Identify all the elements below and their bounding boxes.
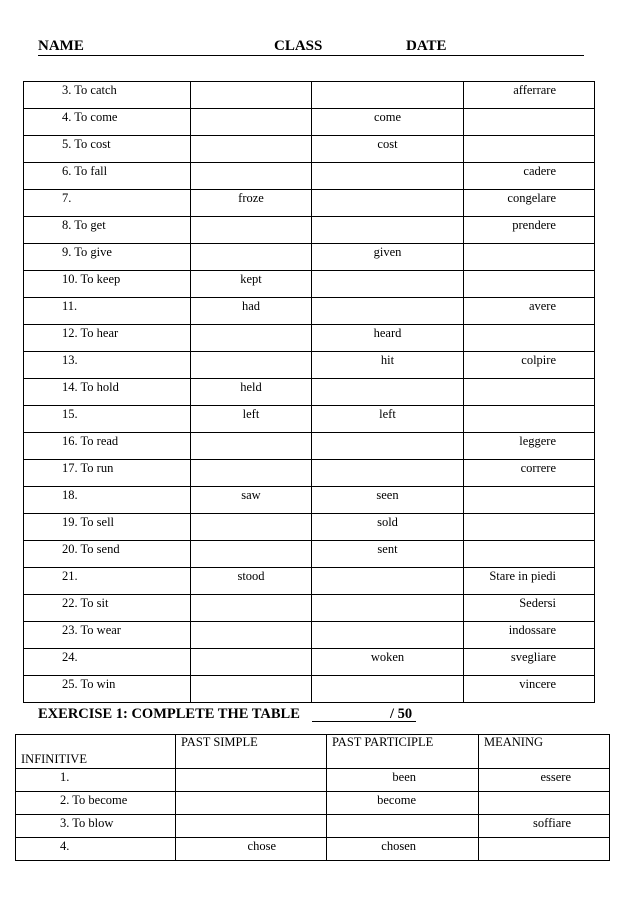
past-participle-cell[interactable]: heard <box>312 325 464 352</box>
infinitive-cell[interactable]: 1. <box>16 769 176 792</box>
past-simple-cell[interactable]: chose <box>176 838 327 861</box>
past-participle-cell[interactable]: hit <box>312 352 464 379</box>
past-participle-cell[interactable]: cost <box>312 136 464 163</box>
past-simple-cell[interactable] <box>191 352 312 379</box>
past-simple-cell[interactable] <box>191 595 312 622</box>
past-simple-cell[interactable] <box>191 676 312 703</box>
infinitive-cell[interactable]: 6. To fall <box>24 163 191 190</box>
table-row <box>24 649 595 676</box>
table-row <box>24 163 595 190</box>
table-row <box>24 676 595 703</box>
past-simple-cell[interactable]: held <box>191 379 312 406</box>
past-simple-cell[interactable]: froze <box>191 190 312 217</box>
infinitive-cell[interactable]: 9. To give <box>24 244 191 271</box>
table-row <box>24 514 595 541</box>
meaning-cell[interactable] <box>464 406 595 433</box>
name-line[interactable] <box>38 55 274 56</box>
table-row <box>24 190 595 217</box>
infinitive-cell[interactable]: 2. To become <box>16 792 176 815</box>
table-row <box>24 379 595 406</box>
infinitive-cell[interactable]: 19. To sell <box>24 514 191 541</box>
infinitive-cell[interactable]: 17. To run <box>24 460 191 487</box>
table-row <box>24 82 595 109</box>
past-participle-cell[interactable] <box>312 379 464 406</box>
table-header-row <box>16 735 610 769</box>
past-participle-cell[interactable] <box>312 568 464 595</box>
meaning-cell[interactable]: cadere <box>464 163 595 190</box>
infinitive-cell[interactable]: 25. To win <box>24 676 191 703</box>
past-simple-cell[interactable]: saw <box>191 487 312 514</box>
meaning-cell[interactable]: colpire <box>464 352 595 379</box>
past-participle-cell[interactable]: been <box>327 769 479 792</box>
infinitive-cell[interactable]: 15. <box>24 406 191 433</box>
exercise-score: / 50 <box>390 706 413 722</box>
meaning-cell[interactable] <box>464 109 595 136</box>
past-participle-cell[interactable]: sold <box>312 514 464 541</box>
table-row <box>24 568 595 595</box>
infinitive-cell[interactable]: 20. To send <box>24 541 191 568</box>
past-participle-cell[interactable] <box>312 163 464 190</box>
infinitive-cell[interactable]: 22. To sit <box>24 595 191 622</box>
past-simple-cell[interactable] <box>191 514 312 541</box>
table-row <box>24 622 595 649</box>
past-participle-cell[interactable]: become <box>327 792 479 815</box>
table-row <box>16 792 610 815</box>
past-participle-cell[interactable]: come <box>312 109 464 136</box>
past-participle-cell[interactable] <box>312 190 464 217</box>
verb-table-exercise <box>15 734 610 861</box>
infinitive-cell[interactable]: 4. To come <box>24 109 191 136</box>
meaning-cell[interactable]: Sedersi <box>464 595 595 622</box>
past-simple-cell[interactable] <box>176 792 327 815</box>
infinitive-cell[interactable]: 12. To hear <box>24 325 191 352</box>
meaning-cell[interactable]: indossare <box>464 622 595 649</box>
table-row <box>24 433 595 460</box>
table-row <box>24 244 595 271</box>
table-row <box>24 298 595 325</box>
table-row <box>24 109 595 136</box>
infinitive-cell[interactable]: 14. To hold <box>24 379 191 406</box>
past-participle-cell[interactable] <box>327 815 479 838</box>
meaning-cell[interactable] <box>464 379 595 406</box>
past-simple-cell[interactable] <box>191 541 312 568</box>
past-simple-cell[interactable] <box>191 460 312 487</box>
header-past-simple: PAST SIMPLE <box>176 735 327 769</box>
past-participle-cell[interactable] <box>312 433 464 460</box>
infinitive-cell[interactable]: 3. To blow <box>16 815 176 838</box>
infinitive-cell[interactable]: 18. <box>24 487 191 514</box>
meaning-cell[interactable]: prendere <box>464 217 595 244</box>
meaning-cell[interactable] <box>479 792 610 815</box>
meaning-cell[interactable] <box>464 271 595 298</box>
infinitive-cell[interactable]: 4. <box>16 838 176 861</box>
past-simple-cell[interactable]: stood <box>191 568 312 595</box>
meaning-cell[interactable]: svegliare <box>464 649 595 676</box>
past-participle-cell[interactable] <box>312 82 464 109</box>
meaning-cell[interactable] <box>479 838 610 861</box>
past-participle-cell[interactable]: sent <box>312 541 464 568</box>
past-simple-cell[interactable] <box>191 433 312 460</box>
infinitive-cell[interactable]: 8. To get <box>24 217 191 244</box>
past-simple-cell[interactable] <box>191 82 312 109</box>
infinitive-cell[interactable]: 11. <box>24 298 191 325</box>
meaning-cell[interactable]: leggere <box>464 433 595 460</box>
table-row <box>24 406 595 433</box>
table-row <box>24 217 595 244</box>
table-row <box>16 838 610 861</box>
infinitive-cell[interactable]: 21. <box>24 568 191 595</box>
infinitive-cell[interactable]: 24. <box>24 649 191 676</box>
past-simple-cell[interactable]: kept <box>191 271 312 298</box>
infinitive-cell[interactable]: 16. To read <box>24 433 191 460</box>
past-simple-cell[interactable] <box>191 163 312 190</box>
past-simple-cell[interactable] <box>191 622 312 649</box>
table-row <box>24 541 595 568</box>
meaning-cell[interactable]: Stare in piedi <box>464 568 595 595</box>
table-row <box>24 325 595 352</box>
past-participle-cell[interactable] <box>312 595 464 622</box>
table-row <box>24 271 595 298</box>
infinitive-cell[interactable]: 23. To wear <box>24 622 191 649</box>
past-simple-cell[interactable]: had <box>191 298 312 325</box>
meaning-cell[interactable]: correre <box>464 460 595 487</box>
meaning-cell[interactable] <box>464 514 595 541</box>
past-simple-cell[interactable] <box>191 244 312 271</box>
exercise-title-block <box>38 706 413 723</box>
past-participle-cell[interactable]: chosen <box>327 838 479 861</box>
header-meaning: MEANING <box>479 735 610 769</box>
infinitive-cell[interactable]: 3. To catch <box>24 82 191 109</box>
table-row <box>16 815 610 838</box>
infinitive-cell[interactable]: 13. <box>24 352 191 379</box>
class-line[interactable] <box>274 55 406 56</box>
table-row <box>24 487 595 514</box>
exercise-title: EXERCISE 1: COMPLETE THE TABLE <box>38 706 300 722</box>
table-row <box>16 769 610 792</box>
table-row <box>24 595 595 622</box>
header-infinitive: INFINITIVE <box>16 735 176 769</box>
past-participle-cell[interactable]: left <box>312 406 464 433</box>
past-participle-cell[interactable] <box>312 271 464 298</box>
past-simple-cell[interactable]: left <box>191 406 312 433</box>
meaning-cell[interactable] <box>464 541 595 568</box>
infinitive-cell[interactable]: 5. To cost <box>24 136 191 163</box>
date-label: DATE <box>406 38 447 54</box>
past-participle-cell[interactable] <box>312 298 464 325</box>
past-simple-cell[interactable] <box>176 769 327 792</box>
meaning-cell[interactable]: essere <box>479 769 610 792</box>
past-simple-cell[interactable] <box>191 217 312 244</box>
past-participle-cell[interactable] <box>312 676 464 703</box>
past-participle-cell[interactable]: given <box>312 244 464 271</box>
meaning-cell[interactable]: congelare <box>464 190 595 217</box>
meaning-cell[interactable] <box>464 487 595 514</box>
meaning-cell[interactable]: avere <box>464 298 595 325</box>
worksheet-header <box>38 38 598 58</box>
infinitive-cell[interactable]: 7. <box>24 190 191 217</box>
meaning-cell[interactable]: vincere <box>464 676 595 703</box>
past-simple-cell[interactable] <box>176 815 327 838</box>
past-simple-cell[interactable] <box>191 649 312 676</box>
past-participle-cell[interactable] <box>312 460 464 487</box>
date-line[interactable] <box>406 55 584 56</box>
table-row <box>24 136 595 163</box>
past-simple-cell[interactable] <box>191 136 312 163</box>
past-simple-cell[interactable] <box>191 109 312 136</box>
past-participle-cell[interactable]: woken <box>312 649 464 676</box>
header-past-participle: PAST PARTICIPLE <box>327 735 479 769</box>
meaning-cell[interactable] <box>464 244 595 271</box>
table-row <box>24 352 595 379</box>
meaning-cell[interactable] <box>464 325 595 352</box>
name-label: NAME <box>38 38 84 54</box>
past-participle-cell[interactable] <box>312 217 464 244</box>
infinitive-cell[interactable]: 10. To keep <box>24 271 191 298</box>
meaning-cell[interactable]: soffiare <box>479 815 610 838</box>
table-row <box>24 460 595 487</box>
verb-table-top <box>23 81 595 703</box>
class-label: CLASS <box>274 38 323 54</box>
meaning-cell[interactable] <box>464 136 595 163</box>
past-participle-cell[interactable] <box>312 622 464 649</box>
past-simple-cell[interactable] <box>191 325 312 352</box>
past-participle-cell[interactable]: seen <box>312 487 464 514</box>
meaning-cell[interactable]: afferrare <box>464 82 595 109</box>
